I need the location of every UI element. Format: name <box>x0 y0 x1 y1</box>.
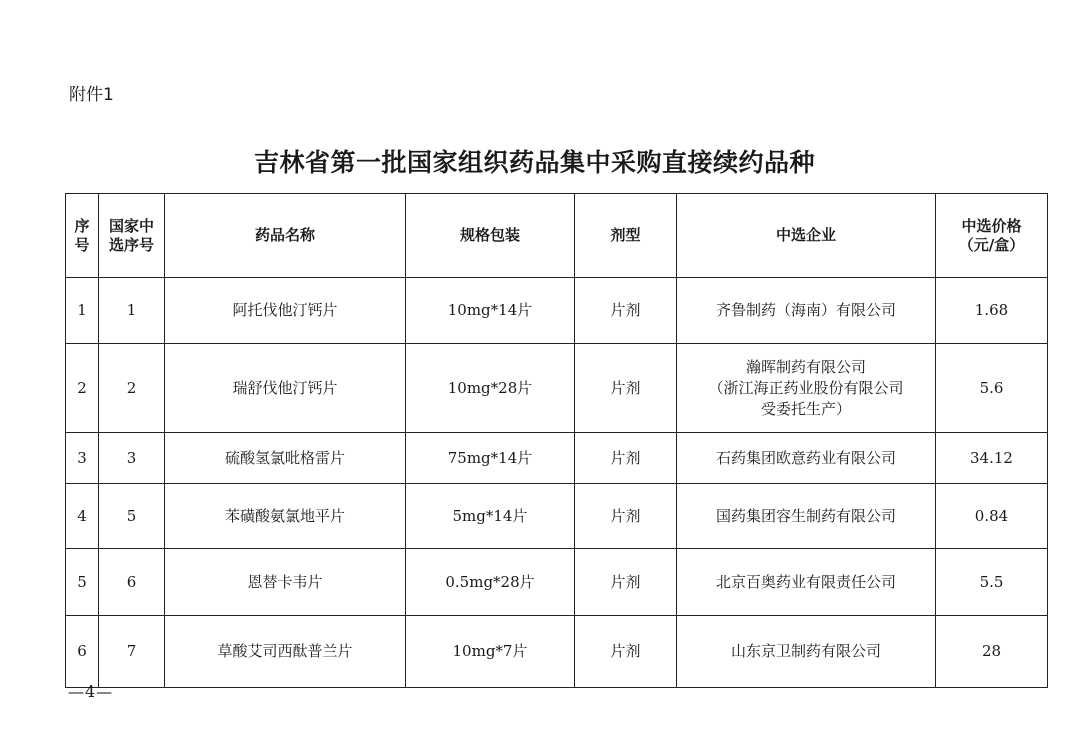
drug-table <box>65 193 1048 688</box>
cell-dosage-form: 片剂 <box>575 549 677 616</box>
cell-drug-name: 硫酸氢氯吡格雷片 <box>165 433 406 484</box>
cell-price: 5.5 <box>936 549 1048 616</box>
cell-dosage-form: 片剂 <box>575 616 677 688</box>
cell-dosage-form: 片剂 <box>575 484 677 549</box>
cell-seq: 6 <box>66 616 99 688</box>
header-spec: 规格包装 <box>406 194 575 278</box>
table-row <box>66 616 1048 688</box>
cell-drug-name: 瑞舒伐他汀钙片 <box>165 344 406 433</box>
cell-dosage-form: 片剂 <box>575 278 677 344</box>
cell-seq: 3 <box>66 433 99 484</box>
cell-national-seq: 6 <box>99 549 165 616</box>
cell-drug-name: 阿托伐他汀钙片 <box>165 278 406 344</box>
cell-national-seq: 5 <box>99 484 165 549</box>
cell-company: 石药集团欧意药业有限公司 <box>677 433 936 484</box>
table-row <box>66 484 1048 549</box>
cell-company: 国药集团容生制药有限公司 <box>677 484 936 549</box>
cell-national-seq: 3 <box>99 433 165 484</box>
cell-spec: 75mg*14片 <box>406 433 575 484</box>
cell-dosage-form: 片剂 <box>575 344 677 433</box>
document-title: 吉林省第一批国家组织药品集中采购直接续约品种 <box>253 148 815 177</box>
cell-company: 齐鲁制药（海南）有限公司 <box>677 278 936 344</box>
header-price: 中选价格 （元/盒） <box>936 194 1048 278</box>
header-company: 中选企业 <box>677 194 936 278</box>
page-number: —4— <box>68 682 114 701</box>
cell-seq: 2 <box>66 344 99 433</box>
cell-spec: 10mg*28片 <box>406 344 575 433</box>
cell-price: 5.6 <box>936 344 1048 433</box>
cell-spec: 0.5mg*28片 <box>406 549 575 616</box>
cell-price: 1.68 <box>936 278 1048 344</box>
cell-company: 瀚晖制药有限公司 （浙江海正药业股份有限公司 受委托生产） <box>677 344 936 433</box>
cell-drug-name: 恩替卡韦片 <box>165 549 406 616</box>
table-row <box>66 433 1048 484</box>
table-row <box>66 278 1048 344</box>
cell-spec: 10mg*7片 <box>406 616 575 688</box>
cell-seq: 4 <box>66 484 99 549</box>
table-row <box>66 549 1048 616</box>
header-national-seq: 国家中 选序号 <box>99 194 165 278</box>
cell-drug-name: 苯磺酸氨氯地平片 <box>165 484 406 549</box>
cell-seq: 5 <box>66 549 99 616</box>
attachment-label: 附件1 <box>69 85 114 105</box>
table-row <box>66 344 1048 433</box>
cell-national-seq: 7 <box>99 616 165 688</box>
cell-drug-name: 草酸艾司西酞普兰片 <box>165 616 406 688</box>
cell-national-seq: 1 <box>99 278 165 344</box>
cell-company: 北京百奥药业有限责任公司 <box>677 549 936 616</box>
header-drug-name: 药品名称 <box>165 194 406 278</box>
header-dosage-form: 剂型 <box>575 194 677 278</box>
table-header-row <box>66 194 1048 278</box>
cell-company: 山东京卫制药有限公司 <box>677 616 936 688</box>
cell-price: 0.84 <box>936 484 1048 549</box>
cell-seq: 1 <box>66 278 99 344</box>
cell-price: 28 <box>936 616 1048 688</box>
cell-price: 34.12 <box>936 433 1048 484</box>
cell-spec: 5mg*14片 <box>406 484 575 549</box>
cell-spec: 10mg*14片 <box>406 278 575 344</box>
cell-dosage-form: 片剂 <box>575 433 677 484</box>
cell-national-seq: 2 <box>99 344 165 433</box>
header-seq: 序 号 <box>66 194 99 278</box>
